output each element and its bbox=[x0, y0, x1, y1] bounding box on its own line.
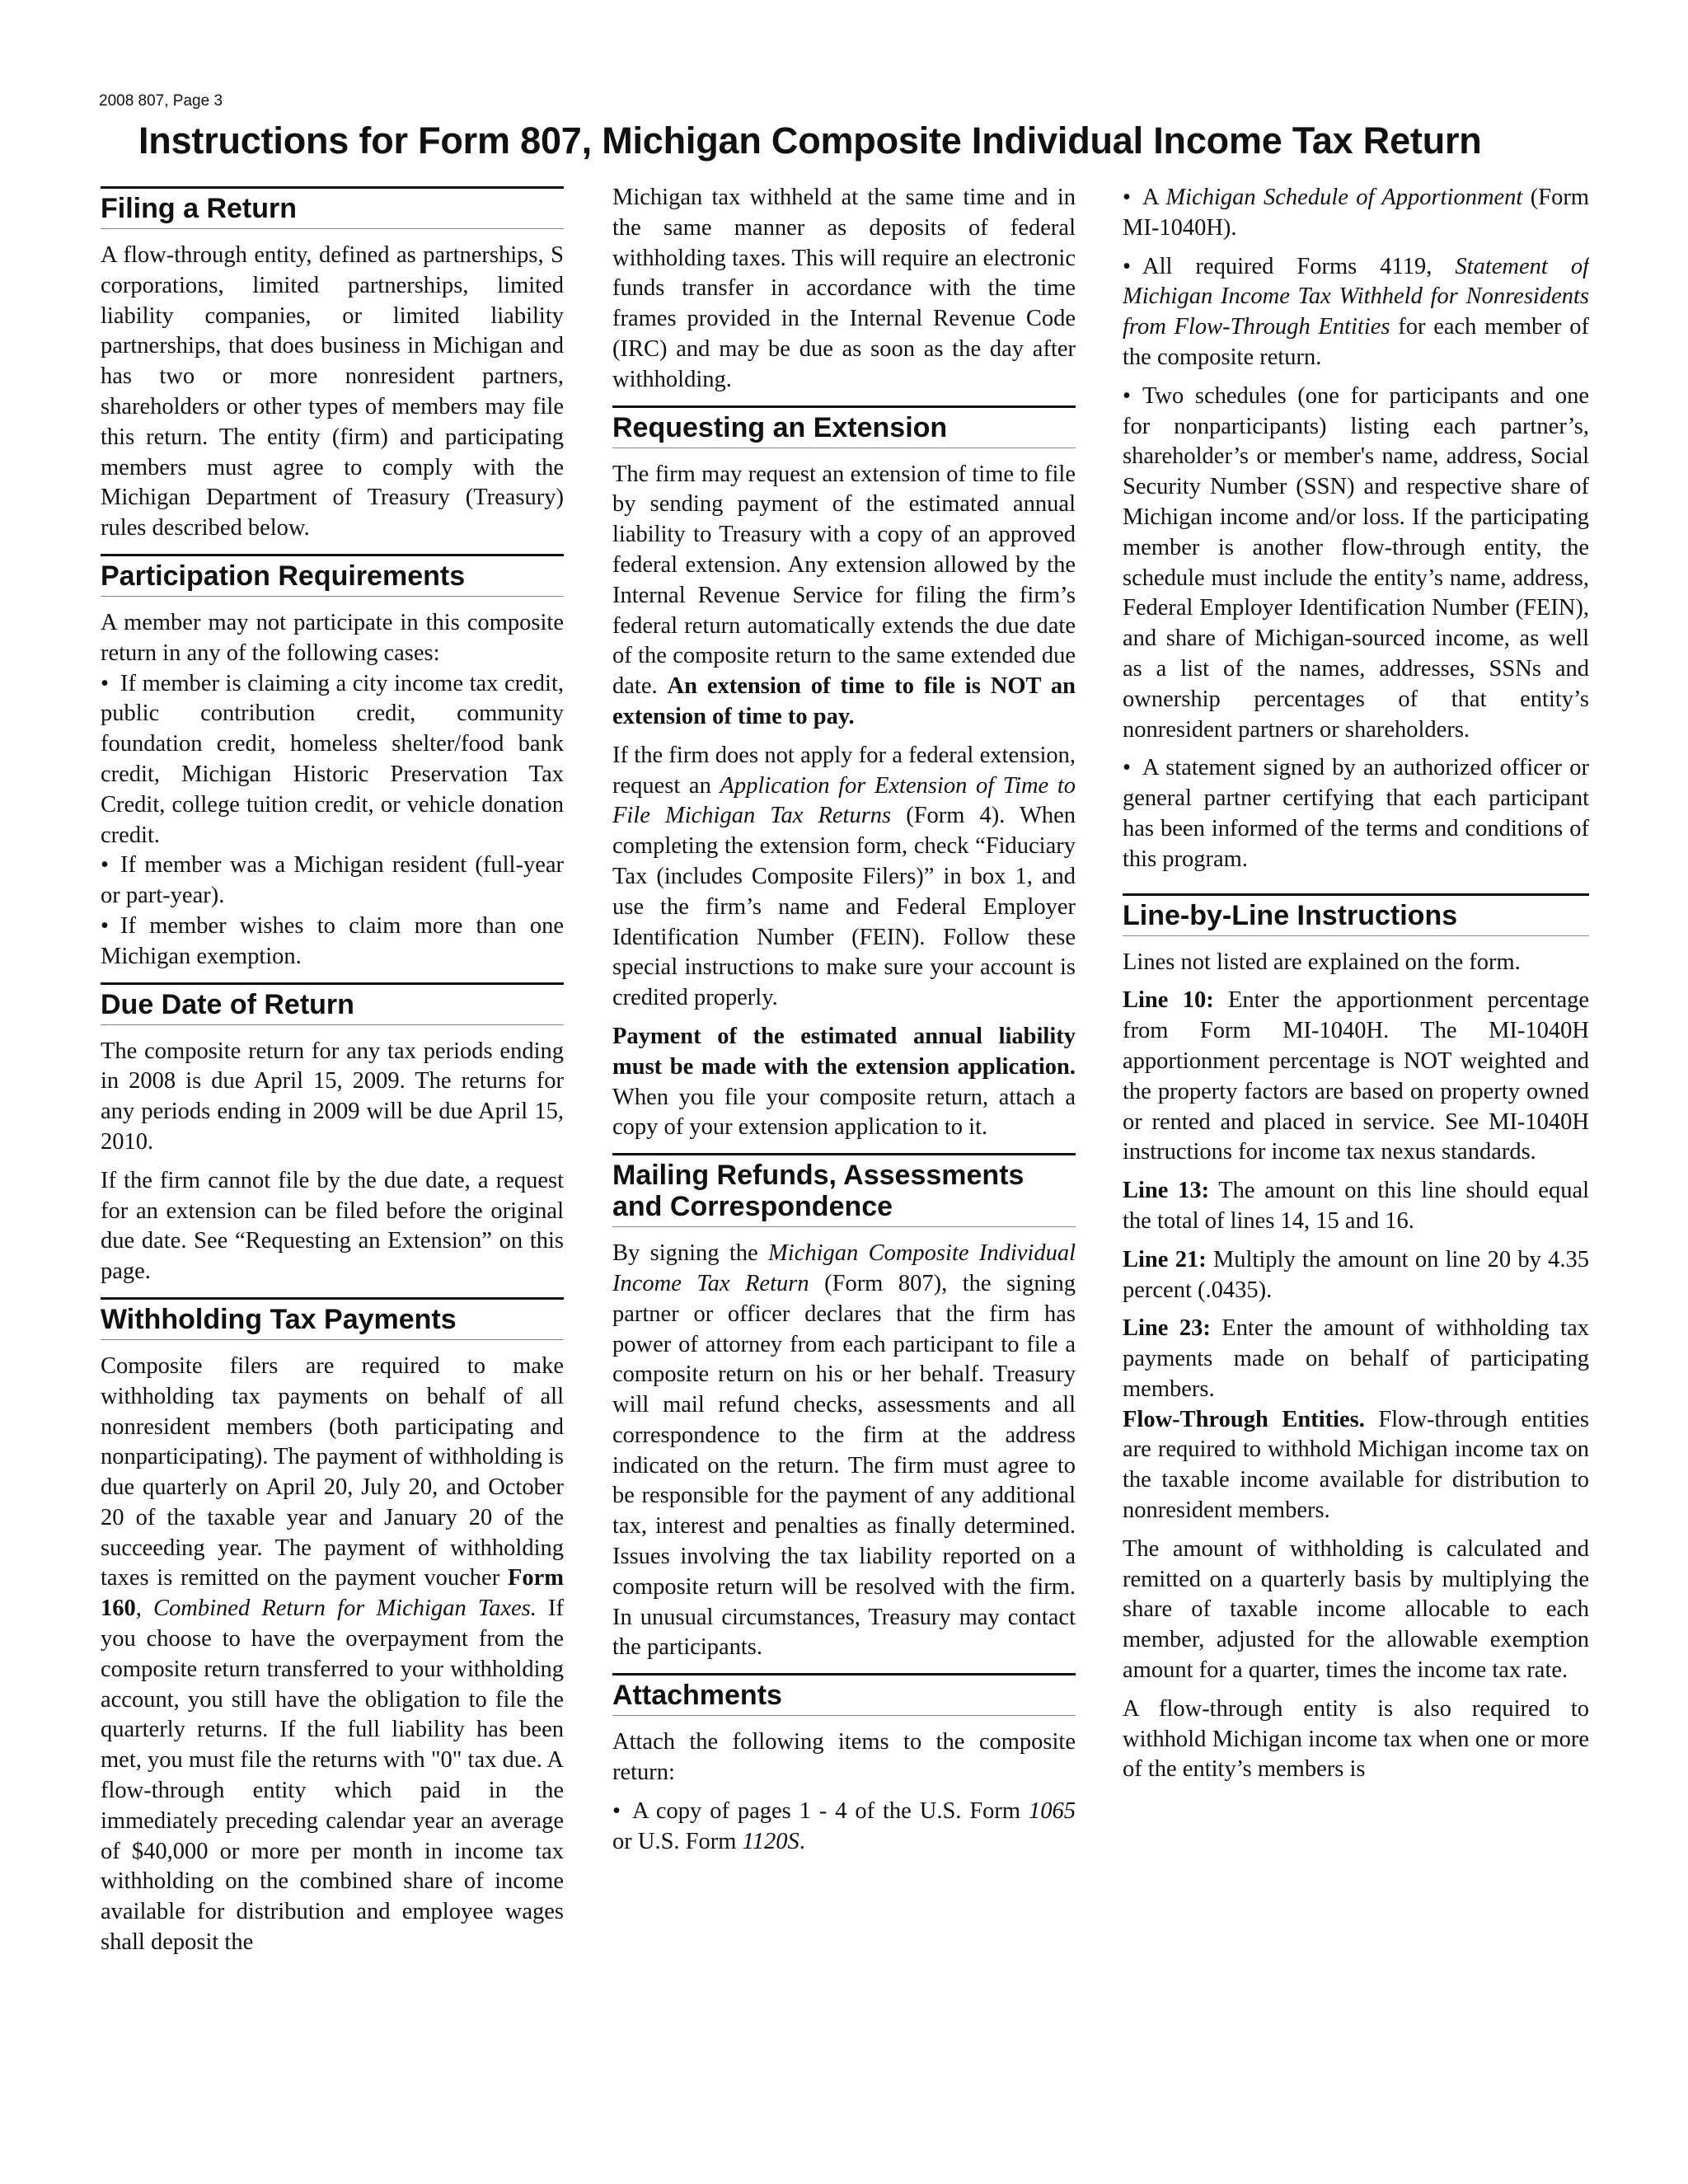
withholding-combined-return: Combined Return for Michigan Taxes. bbox=[153, 1596, 537, 1622]
withholding-text-b: If you choose to have the overpayment from the composite return transferred to your withholding account, you still have the obligation to file the quarterly returns. If the full liability has been met, you must file the returns with "0" tax due. A flow-through entity which paid in the immediately preceding calendar year an average of $40,000 or more per month in income tax withholding on the combined share of income available for distribution and employee wages shall deposit the bbox=[101, 1596, 564, 1956]
flow-through-text: Flow-through entities are required to withhold Michigan income tax on the taxable income available for distribution to nonresident members. bbox=[1123, 1406, 1589, 1524]
page-title: Instructions for Form 807, Michigan Composite Individual Income Tax Return bbox=[138, 120, 1482, 162]
withholding-calculation: The amount of withholding is calculated and remitted on a quarterly basis by multiplying the share of taxable income allocable to each member, adjusted for the allowable exemption amount for a quarter, times the income tax rate. bbox=[1123, 1535, 1589, 1684]
participation-intro: A member may not participate in this composite return in any of the following cases: bbox=[101, 609, 564, 666]
extension-paragraph-2 bbox=[612, 741, 1076, 1014]
mailing-paragraph bbox=[612, 1239, 1076, 1663]
heading-attachments: Attachments bbox=[612, 1673, 1076, 1716]
heading-filing-a-return: Filing a Return bbox=[101, 186, 564, 229]
mailing-text-b: (Form 807), the signing partner or officer declares that the firm has power of attorney from each participant to file a composite return on his or her behalf. Treasury will mail refund checks, assessments and all correspondence to the firm at the address indicated on the return. The firm must agree to be responsible for the payment of any additional tax, interest and penalties as finally determined. Issues involving the tax liability reported on a composite return will be resolved with the firm. In unusual circumstances, Treasury may contact the participants. bbox=[612, 1270, 1076, 1661]
attachments-form-1065: 1065 bbox=[1029, 1797, 1076, 1824]
column-left bbox=[101, 183, 564, 2103]
heading-mailing-refunds: Mailing Refunds, Assessments and Correspondence bbox=[612, 1153, 1076, 1227]
heading-line-by-line: Line-by-Line Instructions bbox=[1123, 893, 1589, 936]
flow-through-label: Flow-Through Entities. bbox=[1123, 1406, 1365, 1432]
line-21-label: Line 21: bbox=[1123, 1246, 1207, 1272]
line-intro: Lines not listed are explained on the form. bbox=[1123, 949, 1521, 975]
extension-text-attach: When you file your composite return, attach a copy of your extension application to it. bbox=[612, 1084, 1076, 1141]
line-23-label: Line 23: bbox=[1123, 1315, 1211, 1342]
due-date-paragraph-1: The composite return for any tax periods ending in 2008 is due April 15, 2009. The returns for any periods ending in 2009 will be due April 15, 2010. bbox=[101, 1038, 564, 1155]
attachments-bullet-schedules: • Two schedules (one for participants and one for nonparticipants) listing each partner’s, shareholder’s or member's name, address, Social Security Number (SSN) and respective share of Michigan income and/or loss. If the participating member is another flow-through entity, the schedule must include the entity’s name, address, Federal Employer Identification Number (FEIN), and share of Michigan-sourced income, as well as a list of the names, addresses, SSNs and ownership percentages of that entity’s nonresident partners or shareholders. bbox=[1123, 382, 1589, 746]
attachments-schedule-title: Michigan Schedule of Apportionment bbox=[1165, 185, 1523, 210]
participation-bullet-resident: • If member was a Michigan resident (full-year or part-year). bbox=[101, 851, 564, 912]
attachments-b2-text: A bbox=[1142, 185, 1166, 210]
attachments-bullet-form-1065 bbox=[612, 1797, 1076, 1858]
withholding-comma: , bbox=[135, 1596, 154, 1622]
extension-text-request: If the firm does not apply for a federal extension, request an bbox=[612, 742, 1076, 799]
withholding-paragraph bbox=[101, 1352, 564, 1958]
participation-bullet-exemption: • If member wishes to claim more than one Michigan exemption. bbox=[101, 912, 564, 972]
withholding-form-160: Form 160 bbox=[101, 1565, 564, 1622]
line-13-label: Line 13: bbox=[1123, 1178, 1210, 1204]
line-13 bbox=[1123, 1176, 1589, 1237]
column-middle-content bbox=[612, 183, 1076, 2103]
line-13-text: The amount on this line should equal the total of lines 14, 15 and 16. bbox=[1123, 1178, 1589, 1234]
extension-paragraph-3 bbox=[612, 1022, 1076, 1143]
heading-participation-requirements: Participation Requirements bbox=[101, 554, 564, 597]
mailing-text-a: By signing the bbox=[612, 1240, 769, 1267]
withholding-text-a: Composite filers are required to make withholding tax payments on behalf of all nonresident members (both participating and nonparticipating). The payment of withholding is due quarterly on April 20, July 20, and October 20 of the taxable year and January 20 of the succeeding year. The payment of withholding taxes is remitted on the payment voucher bbox=[101, 1352, 564, 1591]
line-10 bbox=[1123, 986, 1589, 1168]
attachments-b1-text: A copy of pages 1 - 4 of the U.S. Form bbox=[631, 1797, 1029, 1824]
attachments-intro: Attach the following items to the composite return: bbox=[612, 1729, 1076, 1786]
attachments-b1-or: or U.S. Form bbox=[612, 1828, 743, 1854]
attachments-4119-title: Statement of Michigan Income Tax Withheld for Nonresidents from Flow-Through Entities bbox=[1123, 253, 1589, 340]
withholding-continued: Michigan tax withheld at the same time and in the same manner as deposits of federal withholding taxes. This will require an electronic funds transfer in accordance with the time frames provided in the Internal Revenue Code (IRC) and may be due as soon as the day after withholding. bbox=[612, 185, 1076, 392]
heading-withholding-tax-payments: Withholding Tax Payments bbox=[101, 1297, 564, 1340]
due-date-paragraph-2: If the firm cannot file by the due date, a request for an extension can be filed before the original due date. See “Requesting an Extension” on this page. bbox=[101, 1167, 564, 1285]
flow-through-entities bbox=[1123, 1405, 1589, 1526]
extension-not-extension-to-pay: An extension of time to file is NOT an extension of time to pay. bbox=[612, 673, 1076, 729]
attachments-b2-form: (Form MI-1040H). bbox=[1123, 185, 1589, 241]
attachments-form-1120s: 1120S bbox=[742, 1828, 799, 1854]
attachments-b1-period: . bbox=[799, 1828, 805, 1854]
extension-paragraph-1 bbox=[612, 460, 1076, 733]
line-21 bbox=[1123, 1245, 1589, 1306]
heading-due-date-of-return: Due Date of Return bbox=[101, 982, 564, 1025]
extension-text-form4: (Form 4). When completing the extension form, check “Fiduciary Tax (includes Composite Filers)” in box 1, and use the firm’s name and Federal Employer Identification Number (FEIN). Follow these special instructions to make sure your account is credited properly. bbox=[612, 803, 1076, 1011]
attachments-b3-end: for each member of the composite return. bbox=[1123, 314, 1589, 370]
extension-text-a: The firm may request an extension of time to file by sending payment of the estimated annual liability to Treasury with a copy of an approved federal extension. Any extension allowed by the Internal Revenue Service for filing the firm’s federal return automatically extends the due date of the composite return to the same extended due date. bbox=[612, 461, 1076, 700]
extension-payment-bold: Payment of the estimated annual liability must be made with the extension application. bbox=[612, 1023, 1076, 1080]
participation-bullet-city-credit: • If member is claiming a city income tax credit, public contribution credit, community foundation credit, homeless shelter/food bank credit, Michigan Historic Preservation Tax Credit, college tuition credit, or vehicle donation credit. bbox=[101, 669, 564, 851]
line-23 bbox=[1123, 1314, 1589, 1404]
mailing-form-title: Michigan Composite Individual Income Tax Return bbox=[612, 1240, 1076, 1296]
heading-requesting-an-extension: Requesting an Extension bbox=[612, 405, 1076, 448]
column-right bbox=[1123, 183, 1589, 2103]
attachments-bullet-schedule bbox=[1123, 183, 1589, 244]
line-10-text: Enter the apportionment percentage from Form MI-1040H. The MI-1040H apportionment percentage is NOT weighted and the property factors are based on property owned or rented and placed in service. See MI-1040H instructions for income tax nexus standards. bbox=[1123, 987, 1589, 1165]
attachments-bullet-statement: • A statement signed by an authorized officer or general partner certifying that each participant has been informed of the terms and conditions of this program. bbox=[1123, 753, 1589, 874]
attachments-bullet-forms-4119 bbox=[1123, 252, 1589, 373]
line-10-label: Line 10: bbox=[1123, 987, 1214, 1014]
withholding-also-required: A flow-through entity is also required to withhold Michigan income tax when one or more of the entity’s members is bbox=[1123, 1695, 1589, 1783]
line-21-text: Multiply the amount on line 20 by 4.35 percent (.0435). bbox=[1123, 1246, 1589, 1303]
line-23-text: Enter the amount of withholding tax payments made on behalf of participating members. bbox=[1123, 1315, 1589, 1402]
page-header-meta: 2008 807, Page 3 bbox=[99, 92, 223, 110]
extension-form-4-title: Application for Extension of Time to File Michigan Tax Returns bbox=[612, 772, 1076, 829]
filing-paragraph: A flow-through entity, defined as partnerships, S corporations, limited partnerships, limited liability companies, or limited liability partnerships, that does business in Michigan and has two or more nonresident partners, shareholders or other types of members may file this return. The entity (firm) and participating members must agree to comply with the Michigan Department of Treasury (Treasury) rules described below. bbox=[101, 242, 564, 541]
attachments-b3-text: All required Forms 4119, bbox=[1142, 253, 1456, 279]
